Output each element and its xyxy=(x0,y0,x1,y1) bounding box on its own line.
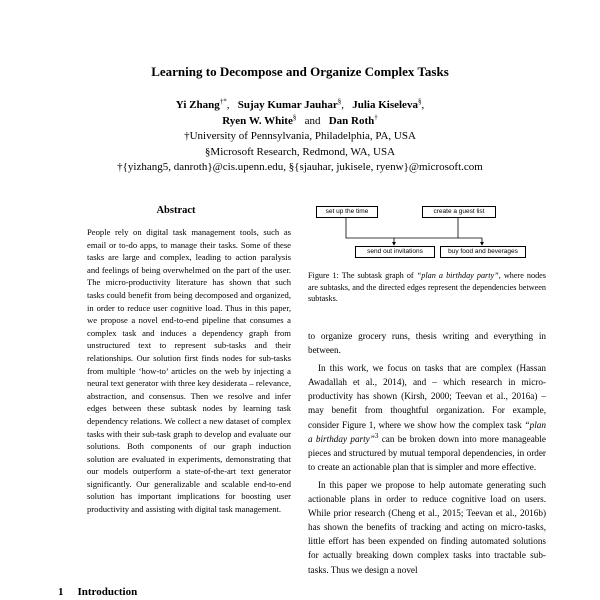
author-block xyxy=(0,98,600,176)
edge-setup-to-invitations xyxy=(346,217,394,245)
affiliation-microsoft: §Microsoft Research, Redmond, WA, USA xyxy=(204,145,396,158)
author-mark: † xyxy=(374,112,378,121)
caption-rest: , where nodes are subtasks, and the directed edges represent the dependencies between subtasks. xyxy=(308,271,546,303)
figure-caption xyxy=(308,270,546,305)
node-create-guest-list: create a guest list xyxy=(422,206,496,218)
author-mark: § xyxy=(292,112,297,121)
author-mark: †* xyxy=(219,97,227,106)
author-name: Yi Zhang xyxy=(175,99,220,111)
footnote-mark: 3 xyxy=(374,431,379,440)
paragraph: to organize grocery runs, thesis writing and everything in between. xyxy=(308,331,546,356)
paragraph-text: can be broken down into more manageable pieces and structured by mutual temporal dependencies, in order to create an actionable plan that is simpler and more effective. xyxy=(308,433,547,472)
caption-italic: “plan a birthday party” xyxy=(416,271,499,280)
author-emails: †{yizhang5, danroth}@cis.upenn.edu, §{sjauhar, jukisele, ryenw}@microsoft.com xyxy=(117,161,483,173)
paragraph: In this paper we propose to help automate generating such actionable plans in order to reduce cognitive load on users. While prior research (Cheng et al., 2015; Teevan et al., 2016b) has shown the benefits of tracking and acting on micro-tasks, little effort has been expended on finding automated solutions for actually breaking down complex tasks into tractable sub-tasks. Thus we design a novel xyxy=(308,479,546,575)
subtask-graph-figure xyxy=(310,206,548,266)
paper-title: Learning to Decompose and Organize Complex Tasks xyxy=(151,64,449,79)
node-set-up-time: set up the time xyxy=(316,206,378,218)
node-buy-food: buy food and beverages xyxy=(440,246,526,258)
author-name: Julia Kiseleva xyxy=(352,99,418,111)
edge-guestlist-to-invitations xyxy=(394,217,458,238)
italic-task: “plan a birthday party” xyxy=(308,419,546,444)
paragraph xyxy=(308,361,546,474)
author-name: Dan Roth xyxy=(328,114,375,127)
section-title: Introduction xyxy=(77,586,138,598)
abstract-text: People rely on digital task management tools, such as email or to-do apps, to manage their tasks. Some of these tasks are large and complex, leading to action paralysis and feelings of being overwhelmed on the part of the user. The micro-productivity literature has shown that such tasks could benefit from being decomposed and organized, in order to reduce user cognitive load. Thus in this paper, we propose a novel end-to-end pipeline that consumes a complex task and induces a dependency graph from unstructured text to represent sub-tasks and their relationships. Our solution first finds nodes for sub-tasks from multiple ‘how-to’ articles on the web by injecting a neural text generator with three key desiderata – relevance, abstraction, and consensus. Then we resolve and infer edges between these subtask nodes by learning task dependency relations. We collect a new dataset of complex tasks with their sub-task graph to develop and evaluate our solutions. Both components of our graph induction solution are evaluated in experiments, demonstrating that our models outperform a state-of-the-art text generator significantly. Our generalizable and scalable end-to-end solution has important implications for boosting user productivity and assisting with digital task management. xyxy=(87,227,291,515)
author-name: Ryen W. White xyxy=(222,114,293,127)
paragraph-text: In this work, we focus on tasks that are complex (Hassan Awadallah et al., 2014), and – which research in micro-productivity has shown (Kirsh, 2000; Teevan et al., 2016a) – may benefit from thoughtful organization. For example, consider Figure 1, where we show how the complex task xyxy=(308,363,546,430)
author-mark: § xyxy=(417,97,422,106)
affiliation-upenn: †University of Pennsylvania, Philadelphia, PA, USA xyxy=(184,130,416,142)
caption-prefix: Figure 1: The subtask graph of xyxy=(308,271,417,280)
author-line-2 xyxy=(0,114,600,130)
author-mark: § xyxy=(337,97,342,106)
author-line-1: Yi Zhang†*, Sujay Kumar Jauhar§, Julia Kiseleva§, xyxy=(175,97,425,111)
author-name: Sujay Kumar Jauhar xyxy=(237,99,338,111)
abstract-heading: Abstract xyxy=(156,205,196,216)
author-and: and xyxy=(304,114,321,127)
section-heading xyxy=(58,586,151,598)
right-column-text xyxy=(308,329,546,581)
edge-guestlist-to-food xyxy=(458,238,482,245)
section-number: 1 xyxy=(58,586,64,598)
node-send-invitations: send out invitations xyxy=(355,246,435,258)
